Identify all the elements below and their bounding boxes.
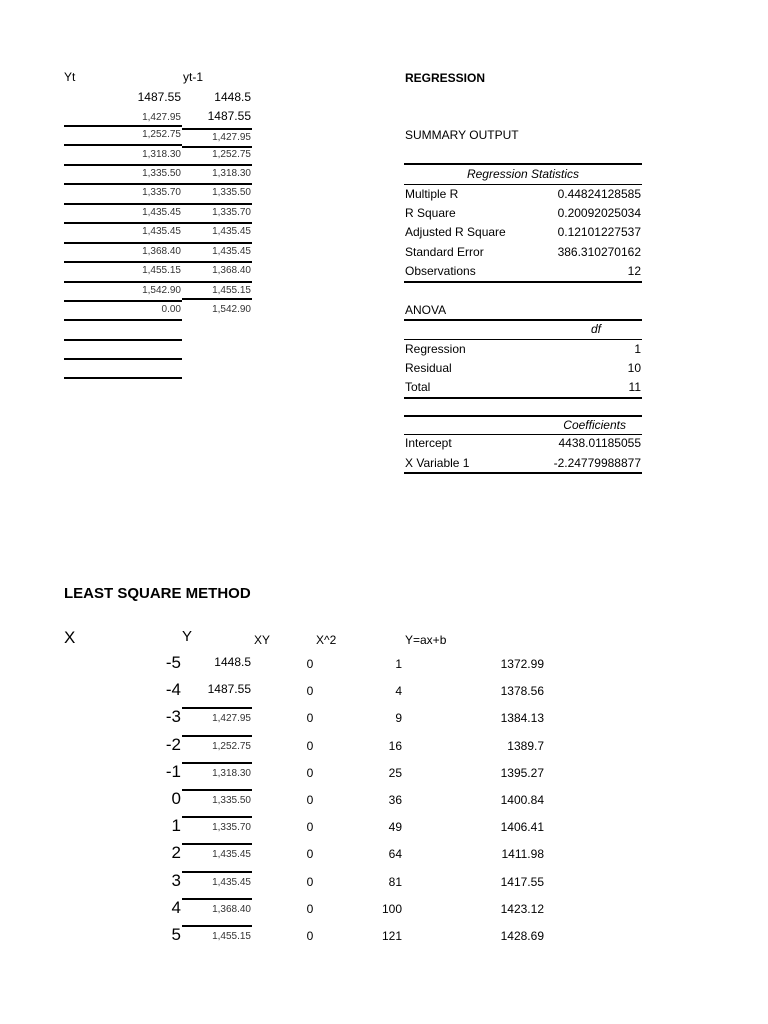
row-border [182, 735, 252, 737]
row-border [182, 843, 252, 845]
anova-df-header: df [590, 322, 601, 336]
row-border [64, 281, 252, 283]
x2-value: 81 [388, 875, 402, 889]
yt-cell: 1,318.30 [142, 149, 181, 160]
anova-label: Residual [405, 361, 452, 375]
x-value: -5 [165, 653, 181, 672]
row-border [182, 898, 252, 900]
row-border [182, 925, 252, 927]
yax-value: 1378.56 [500, 684, 544, 698]
summary-output-label: SUMMARY OUTPUT [405, 128, 519, 142]
stat-value: 0.12101227537 [557, 225, 641, 239]
row-border [182, 128, 252, 130]
anova-title: ANOVA [405, 303, 447, 317]
y-value: 1,335.70 [212, 822, 251, 833]
yax-value: 1428.69 [500, 929, 544, 943]
yax-value: 1389.7 [507, 739, 544, 753]
xy-value: 0 [306, 657, 314, 671]
xy-value: 0 [306, 711, 314, 725]
xy-value: 0 [306, 902, 314, 916]
stat-label: R Square [405, 206, 456, 220]
row-border [182, 816, 252, 818]
x-value: 4 [171, 898, 181, 917]
row-border [182, 789, 252, 791]
stat-label: Adjusted R Square [405, 225, 506, 239]
row-border [64, 125, 182, 127]
y-value: 1,427.95 [212, 713, 251, 724]
y-value: 1487.55 [207, 682, 251, 696]
y-value: 1,435.45 [212, 877, 251, 888]
xy-value: 0 [306, 684, 314, 698]
x-value: 3 [171, 871, 181, 890]
yax-value: 1372.99 [500, 657, 544, 671]
row-border [64, 261, 252, 263]
x2-value: 16 [388, 739, 402, 753]
table-bottom-rule [404, 281, 642, 283]
anova-label: Regression [405, 342, 466, 356]
row-border [182, 146, 252, 148]
y-value: 1,455.15 [212, 931, 251, 942]
row-border [182, 707, 252, 709]
header-y: Y [182, 628, 193, 645]
yt1-cell: 1,335.70 [212, 207, 251, 218]
yt1-cell: 1,335.50 [212, 187, 251, 198]
yt-cell: 1,252.75 [142, 129, 181, 140]
row-border [64, 300, 182, 302]
x2-value: 49 [388, 820, 402, 834]
xy-value: 0 [306, 739, 314, 753]
row-border [64, 203, 252, 205]
y-value: 1,368.40 [212, 904, 251, 915]
yt-cell: 1,335.70 [142, 187, 181, 198]
row-border [64, 358, 182, 360]
yt1-cell: 1,542.90 [212, 304, 251, 315]
yax-value: 1423.12 [500, 902, 544, 916]
row-border [182, 298, 252, 300]
yt1-cell: 1487.55 [207, 109, 251, 123]
coef-value: 4438.01185055 [558, 436, 641, 450]
x2-value: 64 [388, 847, 402, 861]
x-value: -2 [165, 735, 181, 754]
y-value: 1,335.50 [212, 795, 251, 806]
xy-value: 0 [306, 820, 314, 834]
yt-cell: 1,435.45 [142, 226, 181, 237]
row-border [64, 319, 182, 321]
yt1-cell: 1,427.95 [212, 132, 251, 143]
stat-value: 0.20092025034 [557, 206, 641, 220]
anova-value: 10 [627, 361, 641, 375]
y-value: 1448.5 [214, 655, 251, 669]
yax-value: 1395.27 [500, 766, 544, 780]
least-square-title: LEAST SQUARE METHOD [64, 585, 251, 602]
stat-label: Observations [405, 264, 476, 278]
yt-cell: 1,335.50 [142, 168, 181, 179]
stat-value: 0.44824128585 [557, 187, 641, 201]
anova-value: 11 [628, 380, 641, 394]
yax-value: 1400.84 [500, 793, 544, 807]
anova-value: 1 [634, 342, 641, 356]
x2-value: 25 [388, 766, 402, 780]
coefficients-header: Coefficients [563, 418, 626, 432]
x-value: -4 [165, 680, 181, 699]
x2-value: 36 [388, 793, 402, 807]
row-border [182, 871, 252, 873]
yt1-cell: 1,318.30 [212, 168, 251, 179]
header-rule [404, 339, 642, 340]
row-border [64, 339, 182, 341]
anova-label: Total [405, 380, 431, 394]
yt1-cell: 1,368.40 [212, 265, 251, 276]
yt-cell: 1,455.15 [142, 265, 181, 276]
row-border [64, 377, 182, 379]
y-value: 1,252.75 [212, 741, 251, 752]
yt1-cell: 1448.5 [214, 90, 251, 104]
table-bottom-rule [404, 397, 642, 399]
row-border [64, 222, 252, 224]
header-xy: XY [254, 633, 271, 647]
table-top-rule [404, 415, 642, 417]
stat-label: Standard Error [405, 245, 484, 259]
header-x: X [64, 628, 76, 647]
yax-value: 1384.13 [500, 711, 544, 725]
header-yt-1: yt-1 [183, 70, 204, 84]
x-value: 2 [171, 843, 181, 862]
header-y-ax-b: Y=ax+b [405, 633, 447, 647]
header-x2: X^2 [316, 633, 337, 647]
row-border [64, 183, 252, 185]
yt-cell: 1,368.40 [142, 246, 181, 257]
x2-value: 121 [381, 929, 402, 943]
yt-cell: 1,435.45 [142, 207, 181, 218]
yt-cell: 1487.55 [137, 90, 181, 104]
yax-value: 1406.41 [500, 820, 544, 834]
x2-value: 9 [395, 711, 402, 725]
x-value: -3 [165, 707, 181, 726]
yt1-cell: 1,435.45 [212, 246, 251, 257]
row-border [64, 144, 182, 146]
header-rule [404, 434, 642, 435]
yax-value: 1411.98 [501, 847, 544, 861]
xy-value: 0 [306, 793, 314, 807]
yt1-cell: 1,455.15 [212, 285, 251, 296]
row-border [64, 242, 252, 244]
x-value: -1 [165, 762, 181, 781]
xy-value: 0 [306, 766, 314, 780]
coef-value: -2.24779988877 [553, 456, 641, 470]
xy-value: 0 [306, 929, 314, 943]
regression-title: REGRESSION [405, 71, 486, 85]
row-border [64, 164, 252, 166]
regression-statistics-header: Regression Statistics [466, 167, 580, 181]
stat-value: 386.310270162 [557, 245, 641, 259]
coef-label: Intercept [405, 436, 452, 450]
header-yt: Yt [64, 70, 76, 84]
stat-value: 12 [627, 264, 641, 278]
table-bottom-rule [404, 472, 642, 474]
yt-cell: 1,542.90 [142, 285, 181, 296]
x2-value: 1 [395, 657, 402, 671]
y-value: 1,318.30 [212, 768, 251, 779]
header-rule [404, 184, 642, 185]
x2-value: 4 [395, 684, 402, 698]
coef-label: X Variable 1 [405, 456, 470, 470]
xy-value: 0 [306, 875, 314, 889]
yax-value: 1417.55 [500, 875, 544, 889]
row-border [182, 762, 252, 764]
yt1-cell: 1,435.45 [212, 226, 251, 237]
table-top-rule [404, 163, 642, 165]
x-value: 5 [171, 925, 181, 944]
xy-value: 0 [306, 847, 314, 861]
x-value: 1 [171, 816, 181, 835]
table-top-rule [404, 319, 642, 321]
x2-value: 100 [381, 902, 402, 916]
yt-cell: 0.00 [161, 304, 181, 315]
yt-cell: 1,427.95 [142, 112, 181, 123]
yt1-cell: 1,252.75 [212, 149, 251, 160]
y-value: 1,435.45 [212, 849, 251, 860]
stat-label: Multiple R [405, 187, 459, 201]
x-value: 0 [171, 789, 181, 808]
